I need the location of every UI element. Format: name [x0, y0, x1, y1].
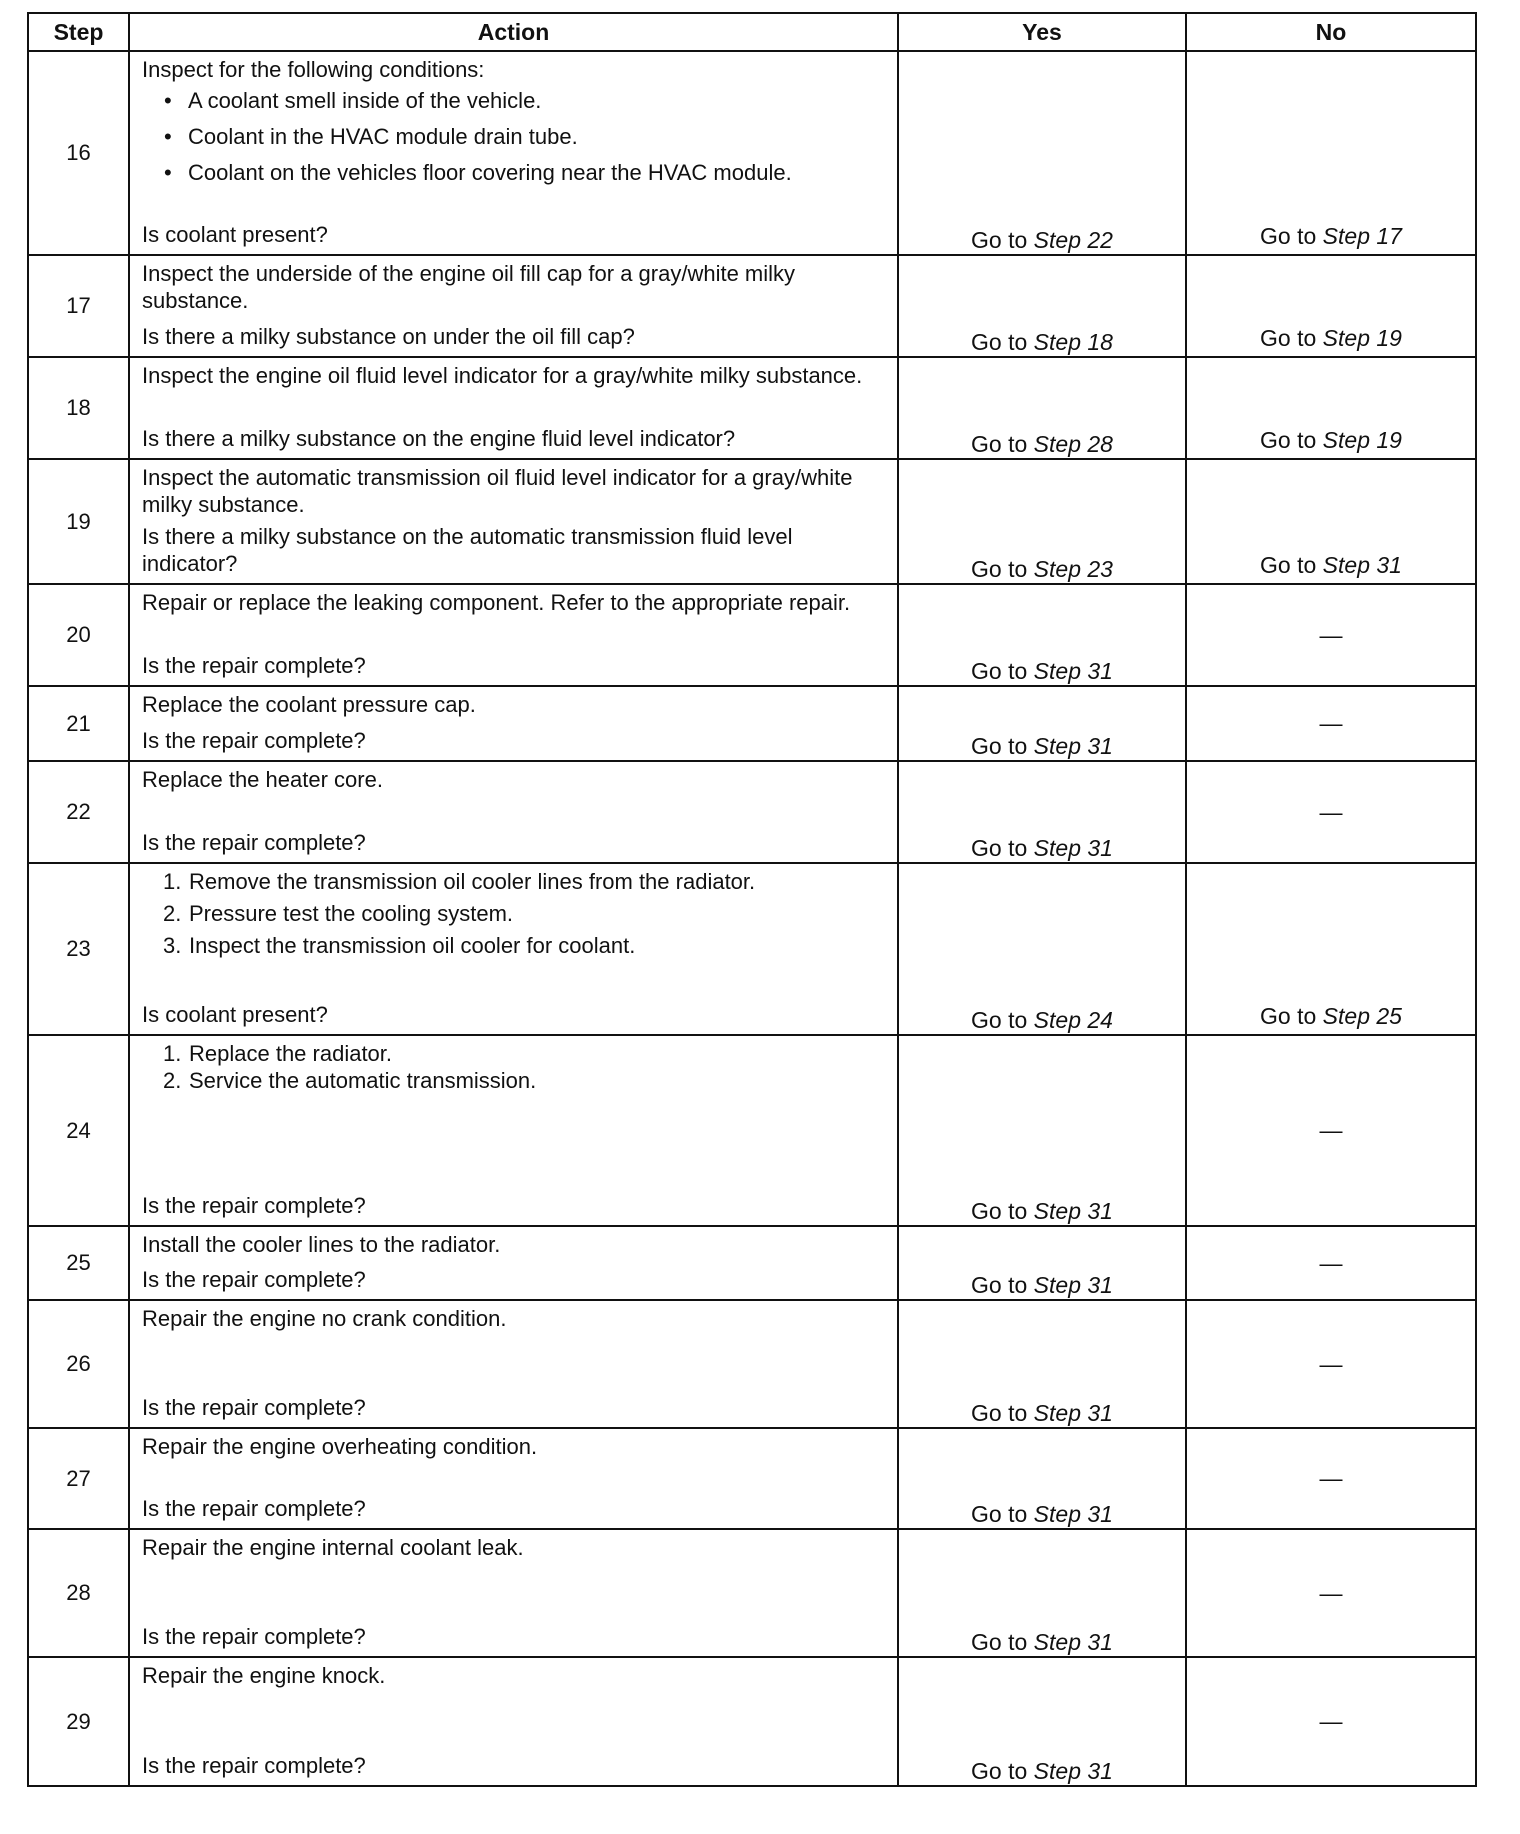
table-body — [28, 51, 1476, 1786]
action-body — [142, 1040, 885, 1094]
table-row — [28, 51, 1476, 255]
list-item-text: Inspect the transmission oil cooler for coolant. — [189, 933, 636, 958]
yes-result — [898, 686, 1186, 761]
no-result-dash: — — [1186, 584, 1476, 686]
table-row — [28, 1428, 1476, 1529]
header-row — [28, 13, 1476, 51]
action-content — [130, 762, 897, 860]
list-item — [142, 1067, 885, 1094]
action-question: Is there a milky substance on under the oil fill cap? — [142, 324, 635, 349]
list-number: 1. — [163, 1041, 182, 1066]
step-word: Step — [1033, 1198, 1081, 1224]
step-word: Step — [1033, 1629, 1081, 1655]
go-to-text: Go to — [971, 733, 1028, 759]
list-item — [142, 87, 885, 114]
action-instruction: Inspect for the following conditions: — [142, 57, 485, 82]
yes-result — [898, 1529, 1186, 1657]
action-body — [142, 868, 885, 964]
yes-result — [898, 1300, 1186, 1428]
list-item-text: Pressure test the cooling system. — [189, 901, 514, 926]
target-step: 25 — [1376, 1003, 1402, 1029]
step-number: 23 — [28, 863, 129, 1035]
action-cell — [129, 1428, 898, 1529]
step-number: 21 — [28, 686, 129, 761]
go-to-text: Go to — [971, 835, 1028, 861]
go-to-text: Go to — [1260, 223, 1317, 249]
condition-list — [142, 87, 885, 186]
list-item — [142, 900, 885, 927]
action-question: Is the repair complete? — [142, 1753, 366, 1778]
action-body — [142, 464, 885, 518]
table-row — [28, 584, 1476, 686]
header-step: Step — [28, 13, 129, 51]
action-question: Is coolant present? — [142, 222, 328, 247]
target-step: 31 — [1087, 1758, 1113, 1784]
step-word: Step — [1322, 552, 1370, 578]
action-body — [142, 260, 885, 314]
go-to-text: Go to — [1260, 552, 1317, 578]
action-instruction: Inspect the automatic transmission oil fluid level indicator for a gray/white milky substance. — [142, 465, 853, 517]
bullet-icon: • — [164, 160, 172, 185]
action-content — [130, 256, 897, 354]
header-yes: Yes — [898, 13, 1186, 51]
table-row — [28, 357, 1476, 459]
yes-result — [898, 1035, 1186, 1226]
action-cell — [129, 584, 898, 686]
diagnostic-table — [27, 12, 1477, 1787]
step-word: Step — [1322, 1003, 1370, 1029]
step-number: 18 — [28, 357, 129, 459]
header-action: Action — [129, 13, 898, 51]
go-to-text: Go to — [971, 1400, 1028, 1426]
action-cell — [129, 1300, 898, 1428]
action-body — [142, 56, 885, 195]
action-instruction: Repair the engine internal coolant leak. — [142, 1535, 524, 1560]
go-to-text: Go to — [971, 1629, 1028, 1655]
step-word: Step — [1322, 427, 1370, 453]
step-word: Step — [1033, 733, 1081, 759]
action-question: Is the repair complete? — [142, 1496, 366, 1521]
list-item — [142, 159, 885, 186]
no-result — [1186, 459, 1476, 584]
table-row — [28, 255, 1476, 357]
action-content — [130, 358, 897, 456]
action-cell — [129, 863, 898, 1035]
action-question: Is there a milky substance on the engine fluid level indicator? — [142, 426, 736, 451]
list-item-text: A coolant smell inside of the vehicle. — [188, 88, 542, 113]
action-body — [142, 1231, 885, 1258]
table-row — [28, 863, 1476, 1035]
step-word: Step — [1033, 329, 1081, 355]
step-word: Step — [1033, 556, 1081, 582]
yes-result — [898, 863, 1186, 1035]
numbered-list — [142, 1040, 885, 1094]
table-row — [28, 1226, 1476, 1300]
action-content — [130, 460, 897, 581]
action-question: Is coolant present? — [142, 1002, 328, 1027]
target-step: 31 — [1087, 1272, 1113, 1298]
go-to-text: Go to — [971, 1272, 1028, 1298]
target-step: 31 — [1087, 835, 1113, 861]
yes-result — [898, 1657, 1186, 1786]
action-content — [130, 1658, 897, 1783]
yes-result — [898, 1226, 1186, 1300]
step-number: 27 — [28, 1428, 129, 1529]
target-step: 19 — [1376, 325, 1402, 351]
action-body — [142, 362, 885, 389]
step-word: Step — [1033, 658, 1081, 684]
action-content — [130, 585, 897, 683]
action-body — [142, 1305, 885, 1332]
table-row — [28, 1657, 1476, 1786]
go-to-text: Go to — [971, 1758, 1028, 1784]
target-step: 31 — [1087, 658, 1113, 684]
step-word: Step — [1033, 1007, 1081, 1033]
action-body — [142, 766, 885, 793]
action-content — [130, 1429, 897, 1526]
yes-result — [898, 1428, 1186, 1529]
step-number: 20 — [28, 584, 129, 686]
list-item-text: Replace the radiator. — [189, 1041, 393, 1066]
target-step: 17 — [1376, 223, 1402, 249]
target-step: 31 — [1376, 552, 1402, 578]
action-question: Is the repair complete? — [142, 1193, 366, 1218]
action-question: Is the repair complete? — [142, 1624, 366, 1649]
action-instruction: Repair the engine no crank condition. — [142, 1306, 507, 1331]
action-body — [142, 1662, 885, 1689]
action-content — [130, 1227, 897, 1297]
action-content — [130, 1530, 897, 1654]
action-body — [142, 1534, 885, 1561]
action-instruction: Install the cooler lines to the radiator. — [142, 1232, 501, 1257]
go-to-text: Go to — [971, 227, 1028, 253]
action-content — [130, 1036, 897, 1223]
action-content — [130, 687, 897, 758]
action-cell — [129, 761, 898, 863]
go-to-text: Go to — [971, 329, 1028, 355]
step-number: 29 — [28, 1657, 129, 1786]
action-cell — [129, 357, 898, 459]
go-to-text: Go to — [971, 1198, 1028, 1224]
target-step: 22 — [1087, 227, 1113, 253]
go-to-text: Go to — [971, 431, 1028, 457]
step-number: 24 — [28, 1035, 129, 1226]
list-item — [142, 123, 885, 150]
target-step: 31 — [1087, 1629, 1113, 1655]
yes-result — [898, 51, 1186, 255]
target-step: 31 — [1087, 733, 1113, 759]
target-step: 28 — [1087, 431, 1113, 457]
action-instruction: Repair the engine knock. — [142, 1663, 386, 1688]
action-cell — [129, 255, 898, 357]
table-row — [28, 459, 1476, 584]
action-cell — [129, 1657, 898, 1786]
step-number: 28 — [28, 1529, 129, 1657]
target-step: 31 — [1087, 1198, 1113, 1224]
step-word: Step — [1033, 1400, 1081, 1426]
no-result — [1186, 255, 1476, 357]
action-content — [130, 52, 897, 252]
list-number: 2. — [163, 901, 182, 926]
bullet-icon: • — [164, 88, 172, 113]
table-row — [28, 1035, 1476, 1226]
no-result-dash: — — [1186, 1035, 1476, 1226]
step-word: Step — [1033, 1501, 1081, 1527]
action-content — [130, 1301, 897, 1425]
action-question: Is the repair complete? — [142, 1267, 366, 1292]
no-result-dash: — — [1186, 1657, 1476, 1786]
table-row — [28, 1529, 1476, 1657]
list-item-text: Service the automatic transmission. — [189, 1068, 537, 1093]
action-instruction: Repair or replace the leaking component. Refer to the appropriate repair. — [142, 590, 851, 615]
go-to-text: Go to — [971, 1007, 1028, 1033]
target-step: 23 — [1087, 556, 1113, 582]
target-step: 31 — [1087, 1501, 1113, 1527]
yes-result — [898, 357, 1186, 459]
action-instruction: Inspect the engine oil fluid level indicator for a gray/white milky substance. — [142, 363, 863, 388]
step-number: 17 — [28, 255, 129, 357]
go-to-text: Go to — [971, 658, 1028, 684]
list-item-text: Coolant in the HVAC module drain tube. — [188, 124, 578, 149]
action-cell — [129, 459, 898, 584]
step-word: Step — [1033, 835, 1081, 861]
go-to-text: Go to — [971, 556, 1028, 582]
action-cell — [129, 1226, 898, 1300]
list-item — [142, 1040, 885, 1067]
action-body — [142, 589, 885, 616]
action-instruction: Replace the coolant pressure cap. — [142, 692, 476, 717]
list-item-text: Coolant on the vehicles floor covering near the HVAC module. — [188, 160, 792, 185]
step-word: Step — [1322, 223, 1370, 249]
header-no: No — [1186, 13, 1476, 51]
list-item — [142, 932, 885, 959]
action-instruction: Repair the engine overheating condition. — [142, 1434, 538, 1459]
target-step: 19 — [1376, 427, 1402, 453]
no-result — [1186, 863, 1476, 1035]
action-body — [142, 691, 885, 718]
yes-result — [898, 459, 1186, 584]
target-step: 31 — [1087, 1400, 1113, 1426]
table-row — [28, 761, 1476, 863]
action-question: Is the repair complete? — [142, 728, 366, 753]
action-cell — [129, 51, 898, 255]
yes-result — [898, 584, 1186, 686]
go-to-text: Go to — [1260, 325, 1317, 351]
action-question: Is the repair complete? — [142, 653, 366, 678]
yes-result — [898, 255, 1186, 357]
no-result — [1186, 357, 1476, 459]
no-result-dash: — — [1186, 1428, 1476, 1529]
action-body — [142, 1433, 885, 1460]
go-to-text: Go to — [1260, 427, 1317, 453]
no-result-dash: — — [1186, 1226, 1476, 1300]
bullet-icon: • — [164, 124, 172, 149]
action-content — [130, 864, 897, 1032]
numbered-list — [142, 868, 885, 959]
no-result — [1186, 51, 1476, 255]
action-question: Is there a milky substance on the automatic transmission fluid level indicator? — [142, 524, 793, 576]
target-step: 24 — [1087, 1007, 1113, 1033]
list-item-text: Remove the transmission oil cooler lines from the radiator. — [189, 869, 756, 894]
step-word: Step — [1033, 227, 1081, 253]
list-number: 1. — [163, 869, 182, 894]
action-cell — [129, 1529, 898, 1657]
table-row — [28, 1300, 1476, 1428]
go-to-text: Go to — [971, 1501, 1028, 1527]
no-result-dash: — — [1186, 1529, 1476, 1657]
action-question: Is the repair complete? — [142, 830, 366, 855]
step-word: Step — [1033, 1272, 1081, 1298]
table-row — [28, 686, 1476, 761]
action-question: Is the repair complete? — [142, 1395, 366, 1420]
step-number: 16 — [28, 51, 129, 255]
yes-result — [898, 761, 1186, 863]
no-result-dash: — — [1186, 686, 1476, 761]
target-step: 18 — [1087, 329, 1113, 355]
step-number: 26 — [28, 1300, 129, 1428]
step-word: Step — [1033, 1758, 1081, 1784]
list-number: 3. — [163, 933, 182, 958]
no-result-dash: — — [1186, 761, 1476, 863]
no-result-dash: — — [1186, 1300, 1476, 1428]
action-cell — [129, 1035, 898, 1226]
step-word: Step — [1033, 431, 1081, 457]
step-number: 22 — [28, 761, 129, 863]
step-word: Step — [1322, 325, 1370, 351]
step-number: 19 — [28, 459, 129, 584]
go-to-text: Go to — [1260, 1003, 1317, 1029]
list-number: 2. — [163, 1068, 182, 1093]
step-number: 25 — [28, 1226, 129, 1300]
action-instruction: Inspect the underside of the engine oil fill cap for a gray/white milky substance. — [142, 261, 796, 313]
action-cell — [129, 686, 898, 761]
list-item — [142, 868, 885, 895]
action-instruction: Replace the heater core. — [142, 767, 383, 792]
